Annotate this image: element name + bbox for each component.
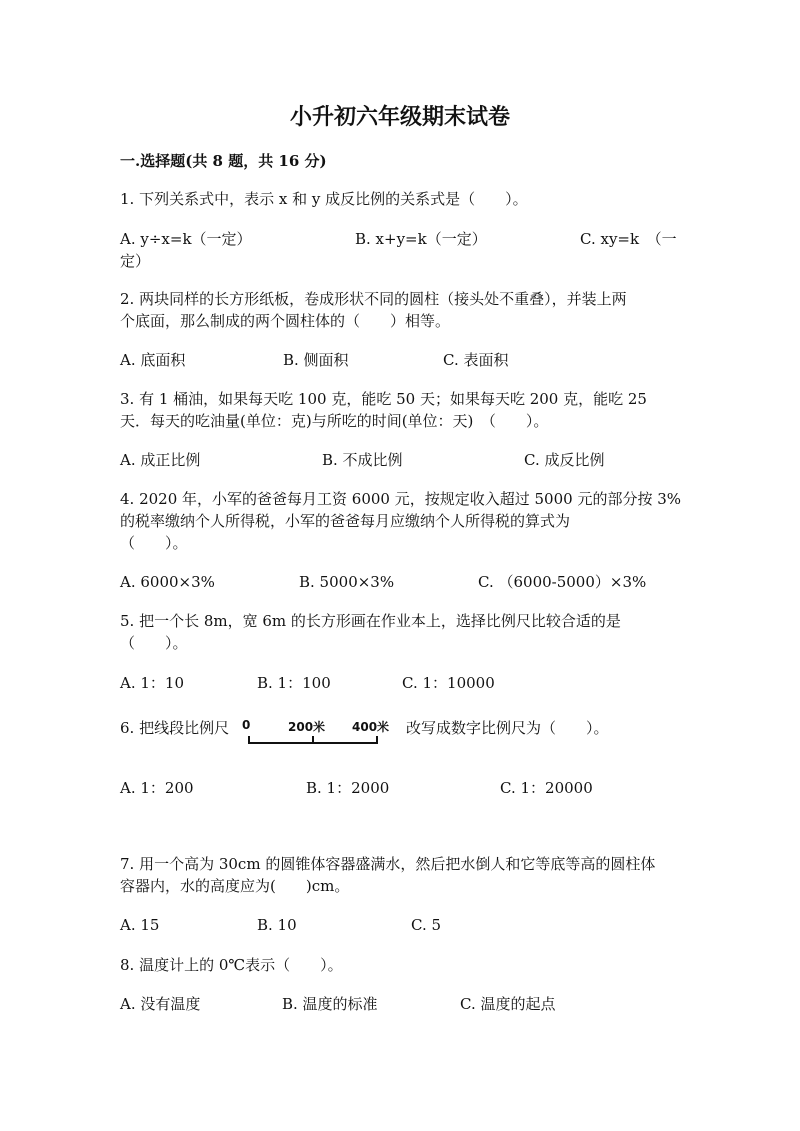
question-6-option-a: A. 1：200: [120, 779, 194, 797]
question-4-line-2: 的税率缴纳个人所得税，小军的爸爸每月应缴纳个人所得税的算式为: [120, 512, 571, 530]
question-6-option-b: B. 1：2000: [306, 779, 390, 797]
question-4-option-a: A. 6000×3%: [120, 573, 215, 591]
question-5-option-a: A. 1：10: [120, 674, 184, 692]
question-1-option-c: C. xy=k （一: [580, 230, 677, 248]
scale-tick-start: [248, 736, 250, 744]
question-6-text-before: 6. 把线段比例尺: [120, 719, 230, 737]
question-5-line-2: （ ）。: [120, 634, 188, 652]
question-8-option-b: B. 温度的标准: [282, 995, 378, 1013]
question-1-option-a: A. y÷x=k（一定）: [120, 230, 252, 248]
line-segment-scale: [238, 718, 398, 754]
scale-label-200: 200米: [288, 720, 326, 734]
question-8-option-c: C. 温度的起点: [460, 995, 556, 1013]
scale-label-0: 0: [242, 718, 251, 732]
question-7-line-1: 7. 用一个高为 30cm 的圆锥体容器盛满水，然后把水倒人和它等底等高的圆柱体: [120, 855, 656, 873]
question-2-option-c: C. 表面积: [443, 351, 509, 369]
question-7-line-2: 容器内，水的高度应为( )cm。: [120, 877, 350, 895]
question-5-line-1: 5. 把一个长 8m，宽 6m 的长方形画在作业本上，选择比例尺比较合适的是: [120, 612, 621, 630]
scale-tick-end: [376, 736, 378, 744]
question-3-line-1: 3. 有 1 桶油，如果每天吃 100 克，能吃 50 天；如果每天吃 200 克，能吃 25: [120, 390, 647, 408]
question-8-option-a: A. 没有温度: [120, 995, 201, 1013]
question-3-line-2: 天．每天的吃油量(单位：克)与所吃的时间(单位：天) （ ）。: [120, 412, 549, 430]
scale-label-400: 400米: [352, 720, 390, 734]
question-4-line-3: （ ）。: [120, 534, 188, 552]
question-5-option-b: B. 1：100: [257, 674, 331, 692]
question-3-option-a: A. 成正比例: [120, 451, 201, 469]
question-8-text: 8. 温度计上的 0℃表示（ ）。: [120, 956, 343, 974]
question-6-option-c: C. 1：20000: [500, 779, 593, 797]
question-4-option-b: B. 5000×3%: [299, 573, 395, 591]
question-6-text-after: 改写成数字比例尺为（ ）。: [406, 719, 609, 737]
question-3-option-c: C. 成反比例: [524, 451, 605, 469]
question-3-option-b: B. 不成比例: [322, 451, 403, 469]
question-1-option-b: B. x+y=k（一定）: [355, 230, 487, 248]
question-7-option-c: C. 5: [411, 916, 442, 934]
question-4-line-1: 4. 2020 年，小军的爸爸每月工资 6000 元，按规定收入超过 5000 元的部分按 3%: [120, 490, 682, 508]
question-1-text: 1. 下列关系式中，表示 x 和 y 成反比例的关系式是（ ）。: [120, 190, 528, 208]
question-4-option-c: C. （6000-5000）×3%: [478, 573, 647, 591]
question-2-line-1: 2. 两块同样的长方形纸板，卷成形状不同的圆柱（接头处不重叠），并装上两: [120, 290, 627, 308]
section-heading: 一.选择题(共 8 题，共 16 分): [120, 152, 327, 170]
question-1-option-c-wrap: 定）: [120, 252, 151, 270]
question-2-option-a: A. 底面积: [120, 351, 186, 369]
question-7-option-a: A. 15: [120, 916, 160, 934]
question-5-option-c: C. 1：10000: [402, 674, 495, 692]
question-2-option-b: B. 侧面积: [283, 351, 349, 369]
scale-tick-middle: [312, 736, 314, 744]
question-2-line-2: 个底面，那么制成的两个圆柱体的（ ）相等。: [120, 312, 451, 330]
page-title: 小升初六年级期末试卷: [289, 104, 510, 130]
question-7-option-b: B. 10: [257, 916, 297, 934]
